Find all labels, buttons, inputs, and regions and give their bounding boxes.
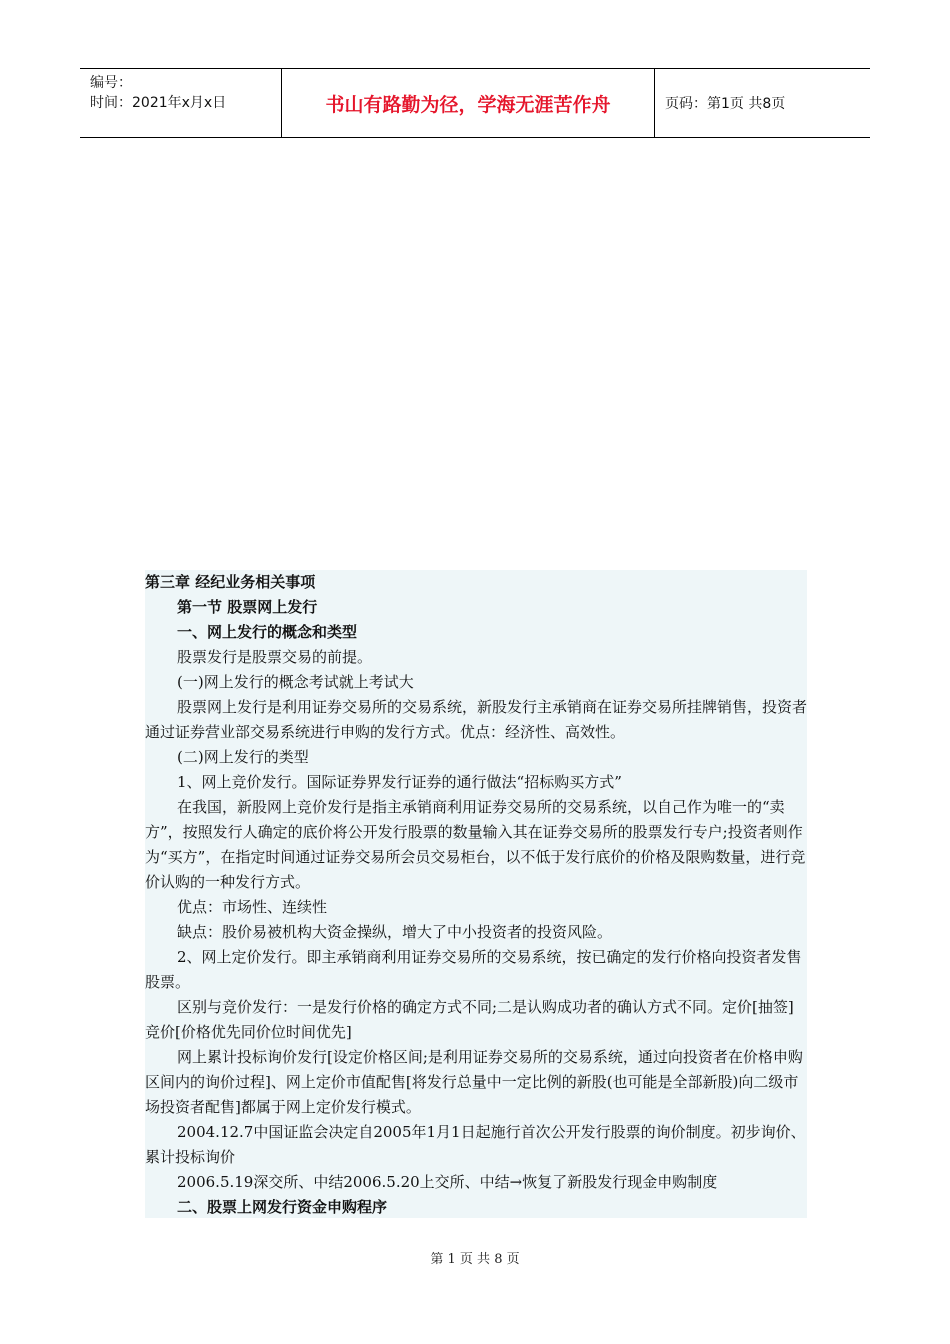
- header-info: [80, 69, 282, 137]
- paragraph: 网上累计投标询价发行[设定价格区间;是利用证券交易所的交易系统，通过向投资者在价格申购区间内的询价过程]、网上定价市值配售[将发行总量中一定比例的新股(也可能是全部新股)向二级市场投资者配售]都属于网上定价发行模式。: [145, 1048, 803, 1116]
- chapter-title: 第三章 经纪业务相关事项: [145, 573, 316, 591]
- number-label: 编号：: [90, 75, 132, 91]
- paragraph: 股票发行是股票交易的前提。: [177, 648, 373, 666]
- heading-2: 二、股票上网发行资金申购程序: [177, 1198, 388, 1216]
- paragraph: 2、网上定价发行。即主承销商利用证券交易所的交易系统，按已确定的发行价格向投资者发售股票。: [145, 948, 802, 991]
- paragraph: 优点：市场性、连续性: [177, 898, 328, 916]
- paragraph: (二)网上发行的类型: [177, 748, 309, 766]
- paragraph: 股票网上发行是利用证券交易所的交易系统，新股发行主承销商在证券交易所挂牌销售，投资者通过证券营业部交易系统进行申购的发行方式。优点：经济性、高效性。: [145, 698, 808, 741]
- header-page-label: 页码：第1页 共8页: [665, 96, 786, 112]
- header-motto: 书山有路勤为径，学海无涯苦作舟: [282, 69, 655, 137]
- paragraph: 2006.5.19深交所、中结2006.5.20上交所、中结→恢复了新股发行现金申购制度: [177, 1173, 718, 1191]
- paragraph: 在我国，新股网上竞价发行是指主承销商利用证券交易所的交易系统，以自己作为唯一的“卖方”，按照发行人确定的底价将公开发行股票的数量输入其在证券交易所的股票发行专户;投资者则作为“买方”，在指定时间通过证券交易所会员交易柜台，以不低于发行底价的价格及限购数量，进行竞价认购的一种发行方式。: [145, 798, 806, 891]
- paragraph: 区别与竞价发行：一是发行价格的确定方式不同;二是认购成功者的确认方式不同。定价[抽签]竞价[价格优先同价位时间优先]: [145, 998, 794, 1041]
- document-body: [145, 570, 807, 1218]
- paragraph: 1、网上竞价发行。国际证券界发行证券的通行做法“招标购买方式”: [177, 773, 622, 791]
- paragraph: 缺点：股价易被机构大资金操纵，增大了中小投资者的投资风险。: [177, 923, 613, 941]
- time-label: 时间：2021年x月x日: [90, 95, 227, 111]
- page-header: [80, 68, 870, 138]
- page-footer: 第 1 页 共 8 页: [430, 1252, 520, 1267]
- heading-1: 一、网上发行的概念和类型: [177, 623, 358, 641]
- paragraph: (一)网上发行的概念考试就上考试大: [177, 673, 414, 691]
- section-title: 第一节 股票网上发行: [177, 598, 318, 616]
- paragraph: 2004.12.7中国证监会决定自2005年1月1日起施行首次公开发行股票的询价制度。初步询价、累计投标询价: [145, 1123, 806, 1166]
